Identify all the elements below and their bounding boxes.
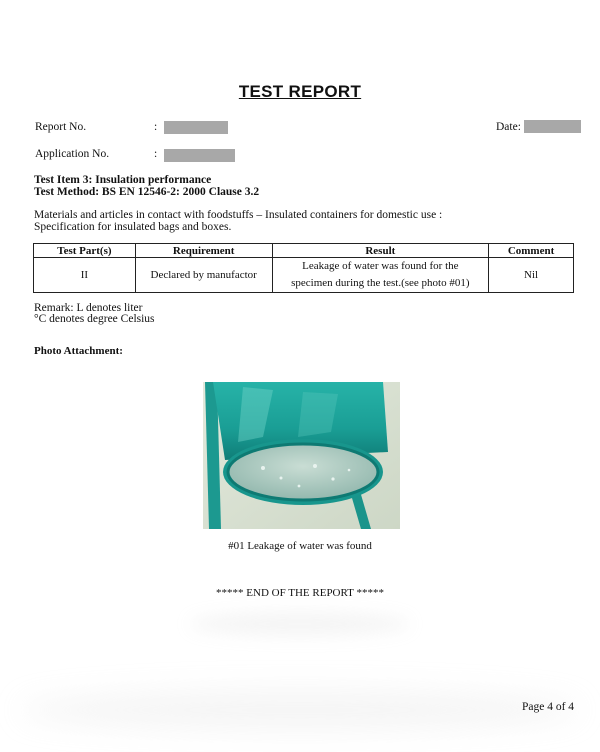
test-description-line1: Materials and articles in contact with foodstuffs – Insulated containers for domestic use : — [34, 209, 443, 221]
table-header-row — [34, 244, 574, 258]
report-no-label: Report No. — [35, 121, 87, 133]
application-no-colon: : — [154, 148, 158, 160]
photo-caption: #01 Leakage of water was found — [228, 540, 372, 552]
cell-result — [272, 258, 489, 293]
page-number: Page 4 of 4 — [522, 701, 575, 713]
header-comment: Comment — [489, 244, 574, 258]
header-result: Result — [272, 244, 489, 258]
leakage-photo-image — [203, 382, 400, 529]
leakage-photo — [203, 382, 400, 529]
test-item: Test Item 3: Insulation performance — [34, 174, 212, 186]
application-no-redaction — [164, 149, 235, 162]
report-no-colon: : — [154, 121, 158, 133]
cell-comment: Nil — [489, 258, 574, 293]
report-title: TEST REPORT — [238, 82, 362, 101]
header-test-parts: Test Part(s) — [34, 244, 136, 258]
test-description-line2: Specification for insulated bags and boxes. — [34, 221, 232, 233]
cell-requirement: Declared by manufactor — [135, 258, 272, 293]
cell-result-line2: specimen during the test.(see photo #01) — [291, 277, 470, 289]
header-requirement: Requirement — [135, 244, 272, 258]
remark-celsius: °C denotes degree Celsius — [34, 313, 155, 325]
scan-shadow — [20, 690, 580, 730]
scan-smudge — [190, 612, 410, 636]
date-label: Date: — [496, 121, 521, 133]
report-no-redaction — [164, 121, 228, 134]
results-table — [33, 243, 574, 293]
date-redaction — [524, 120, 581, 133]
application-no-label: Application No. — [35, 148, 110, 160]
cell-result-line1: Leakage of water was found for the — [302, 260, 459, 272]
test-method: Test Method: BS EN 12546-2: 2000 Clause 3.2 — [34, 186, 260, 198]
remark-liter: Remark: L denotes liter — [34, 302, 143, 314]
end-of-report: ***** END OF THE REPORT ***** — [216, 587, 384, 599]
cell-test-part: II — [34, 258, 136, 293]
photo-attachment-heading: Photo Attachment: — [34, 345, 123, 357]
table-row — [34, 258, 574, 293]
